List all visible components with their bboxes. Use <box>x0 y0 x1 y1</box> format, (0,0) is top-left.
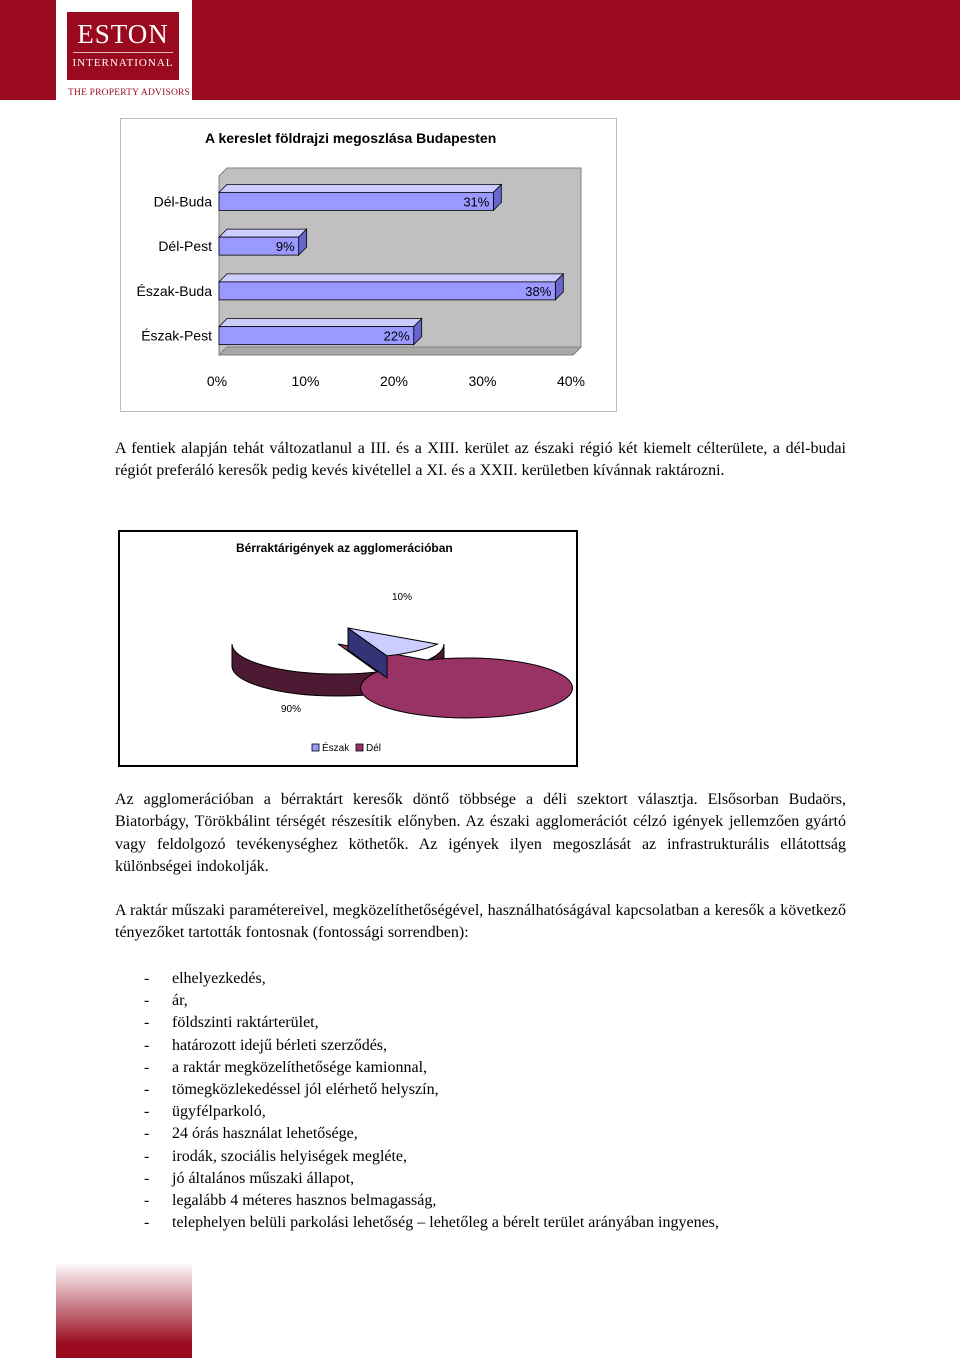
bar-value-label: 22% <box>383 328 410 344</box>
bar-chart-plot <box>121 119 616 411</box>
pie-label-del: 90% <box>280 704 302 715</box>
legend-swatch-del <box>356 744 363 751</box>
list-item-text: tömegközlekedéssel jól elérhető helyszín, <box>172 1081 439 1099</box>
list-item <box>144 1057 719 1079</box>
bar-value-label: 9% <box>275 239 295 255</box>
list-item <box>144 1212 719 1234</box>
list-item-text: telephelyen belüli parkolási lehetőség – lehetőleg a bérelt terület arányában ingyenes, <box>172 1214 719 1232</box>
legend-swatch-eszak <box>312 744 319 751</box>
list-item-text: 24 órás használat lehetősége, <box>172 1125 358 1143</box>
list-bullet: - <box>144 1169 150 1187</box>
list-item <box>144 1035 719 1057</box>
bar <box>219 282 555 300</box>
list-item-text: a raktár megközelíthetősége kamionnal, <box>172 1058 428 1076</box>
logo-tagline: THE PROPERTY ADVISORS <box>68 88 191 98</box>
list-item <box>144 1012 719 1034</box>
pie-label-eszak: 10% <box>391 592 413 603</box>
list-item <box>144 968 719 990</box>
paragraph-2: Az agglomerációban a bérraktárt keresők döntő többsége a déli szektort választja. Elsősorban Budaörs, Biatorbágy, Törökbálint térségét részesítik előnyben. Az északi agglomerációt célzó igények jellemzően gyártó vagy feldolgozó tevékenységhez köthetők. Az igények ilyen megoszlását az infrastrukturális ellátottság különbségei indokolják. <box>115 791 846 876</box>
bar-top <box>219 229 307 237</box>
paragraph-1: A fentiek alapján tehát változatlanul a III. és a XIII. kerület az északi régió két kiemelt célterülete, a dél-budai régiót preferáló keresők pedig kevés kivétellel a XI. és a XXII. kerületben kívánnak raktározni. <box>115 440 846 480</box>
bar-chart <box>120 118 617 412</box>
bar-top <box>219 319 422 327</box>
list-bullet: - <box>144 1125 150 1143</box>
list-item <box>144 1123 719 1145</box>
x-tick-label: 40% <box>556 373 586 389</box>
category-label: Dél-Pest <box>158 238 212 255</box>
footer-accent <box>56 1262 192 1358</box>
list-item-text: elhelyezkedés, <box>172 970 266 987</box>
x-tick-label: 20% <box>379 373 409 389</box>
list-item <box>144 1146 719 1168</box>
list-bullet: - <box>144 1214 150 1232</box>
bar-top <box>219 274 563 282</box>
x-tick-label: 30% <box>468 373 497 389</box>
category-label: Dél-Buda <box>153 193 212 210</box>
list-bullet: - <box>144 1058 150 1076</box>
list-item <box>144 990 719 1012</box>
list-item <box>144 1101 719 1123</box>
company-logo <box>56 0 192 100</box>
logo-box <box>67 12 179 80</box>
list-bullet: - <box>144 1192 150 1210</box>
list-item <box>144 1190 719 1212</box>
list-item-text: földszinti raktárterület, <box>172 1014 319 1032</box>
list-item-text: ár, <box>172 992 188 1010</box>
list-bullet: - <box>144 1103 150 1121</box>
logo-brand-sub: INTERNATIONAL <box>72 57 174 69</box>
list-bullet: - <box>144 970 150 987</box>
logo-brand: ESTON <box>77 19 169 49</box>
pie-chart-title: Bérraktárigények az agglomerációban <box>236 541 453 555</box>
pie-chart-plot <box>120 532 576 765</box>
bar-chart-title: A kereslet földrajzi megoszlása Budapesten <box>205 130 497 146</box>
list-item <box>144 1079 719 1101</box>
list-bullet: - <box>144 992 150 1010</box>
x-tick-label: 0% <box>206 373 228 389</box>
legend-label-del: Dél <box>366 743 382 754</box>
pie-legend <box>312 741 381 754</box>
list-item-text: jó általános műszaki állapot, <box>172 1169 355 1187</box>
bar-top <box>219 184 501 192</box>
bar-value-label: 31% <box>463 194 490 210</box>
bar-value-label: 38% <box>525 283 552 299</box>
category-label: Észak-Buda <box>136 282 212 299</box>
list-item <box>144 1168 719 1190</box>
list-item-text: határozott idejű bérleti szerződés, <box>172 1036 388 1054</box>
plot-floor <box>219 347 581 355</box>
legend-label-eszak: Észak <box>322 743 350 754</box>
pie-chart <box>118 530 578 767</box>
x-tick-label: 10% <box>291 373 320 389</box>
list-item-text: irodák, szociális helyiségek megléte, <box>172 1147 408 1165</box>
list-item-text: legalább 4 méteres hasznos belmagasság, <box>172 1192 437 1210</box>
logo-rule <box>73 52 173 53</box>
list-bullet: - <box>144 1081 150 1099</box>
list-item-text: ügyfélparkoló, <box>172 1103 266 1121</box>
list-bullet: - <box>144 1147 150 1165</box>
requirements-list <box>144 968 719 1234</box>
bar <box>219 192 493 210</box>
list-bullet: - <box>144 1036 150 1054</box>
paragraph-3: A raktár műszaki paramétereivel, megközelíthetőségével, használhatóságával kapcsolatban a keresők a következő tényezőket tartották fontosnak (fontossági sorrendben): <box>115 902 846 942</box>
list-bullet: - <box>144 1014 150 1032</box>
category-label: Észak-Pest <box>141 327 212 344</box>
